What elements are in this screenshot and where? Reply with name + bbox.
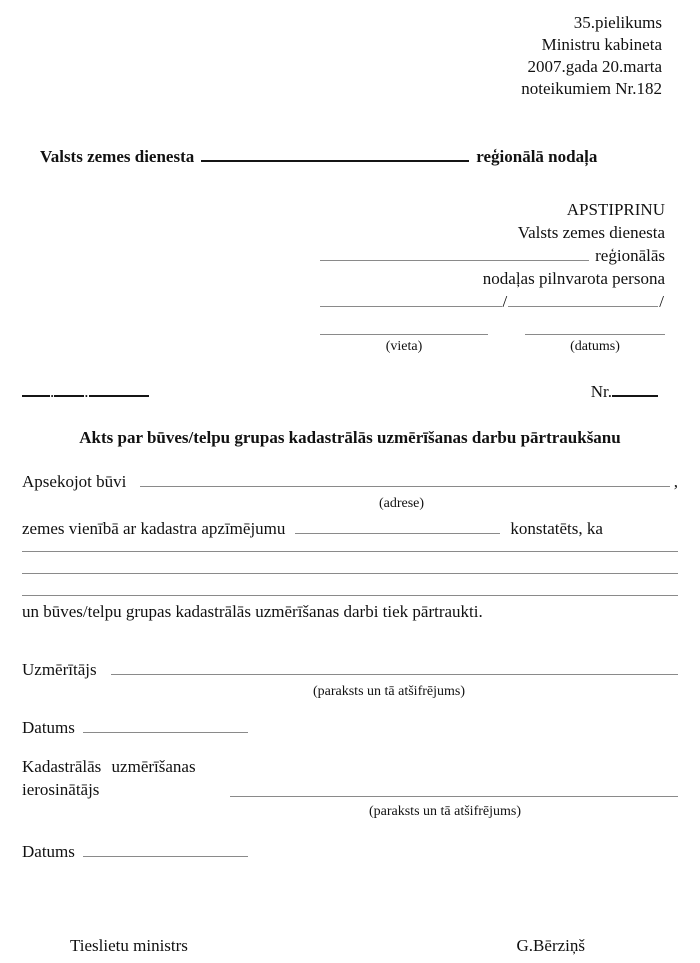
initiator-label: [22, 755, 230, 801]
approval-regional-blank[interactable]: [320, 249, 589, 261]
initiator-date-row: [22, 841, 678, 863]
date-column: [525, 327, 665, 355]
regional-office-header: [40, 146, 670, 168]
act-meta-row: [22, 381, 678, 403]
act-month-blank[interactable]: [54, 387, 84, 397]
approval-date-blank[interactable]: [525, 327, 665, 335]
initiator-signature-note: (paraksts un tā atšifrējums): [368, 804, 521, 819]
approval-block: [320, 198, 665, 355]
org-suffix-label: reģionālā nodaļa: [476, 147, 598, 166]
cadastre-suffix-label: konstatēts, ka: [510, 519, 603, 538]
slash-separator: /: [659, 292, 664, 311]
cadastre-row: [22, 518, 678, 540]
cadastre-number-blank[interactable]: [295, 522, 500, 534]
act-title: Akts par būves/telpu grupas kadastrālās uzmērīšanas darbu pārtraukšanu: [79, 428, 621, 447]
approval-regional-line: [320, 244, 665, 267]
surveyor-label: Uzmērītājs: [22, 660, 97, 679]
date-label: (datums): [570, 339, 620, 354]
place-blank[interactable]: [320, 327, 488, 335]
act-number-blank[interactable]: [612, 387, 658, 397]
act-year-blank[interactable]: [89, 387, 149, 397]
reference-line-3: 2007.gada 20.marta: [527, 57, 662, 76]
statement-line-1[interactable]: [22, 551, 678, 552]
cadastre-label: zemes vienībā ar kadastra apzīmējumu: [22, 519, 286, 538]
surveyor-signature-note: (paraksts un tā atšifrējums): [312, 684, 465, 699]
regulation-reference: [22, 0, 662, 100]
statement-line-3[interactable]: [22, 595, 678, 596]
approval-signature-blank[interactable]: [320, 295, 502, 307]
conclusion-text: un būves/telpu grupas kadastrālās uzmērīšanas darbi tiek pārtraukti.: [22, 602, 483, 621]
surveyor-date-row: [22, 717, 678, 739]
place-column: [320, 327, 488, 355]
approval-person-line: nodaļas pilnvarota persona: [482, 269, 665, 288]
slash-separator: /: [502, 292, 508, 311]
initiator-date-label: Datums: [22, 842, 75, 861]
place-date-row: [320, 327, 665, 355]
surveyor-date-label: Datums: [22, 718, 75, 737]
trailing-comma: ,: [673, 472, 678, 491]
org-name-blank[interactable]: [201, 150, 469, 162]
approval-regional-suffix: reģionālās: [595, 246, 665, 265]
place-label: (vieta): [385, 339, 423, 354]
statement-line-2[interactable]: [22, 573, 678, 574]
initiator-signature-blank[interactable]: [230, 785, 678, 797]
surveyor-row: [22, 659, 678, 681]
minister-name: G.Bērziņš: [516, 936, 585, 955]
approval-heading: APSTIPRINU: [566, 200, 665, 219]
org-prefix-label: Valsts zemes dienesta: [40, 147, 195, 166]
initiator-label-line-2: ierosinātājs: [22, 780, 100, 799]
approval-signature-row: [320, 290, 665, 313]
reference-line-1: 35.pielikums: [573, 13, 662, 32]
act-day-blank[interactable]: [22, 387, 50, 397]
surveyor-signature-blank[interactable]: [111, 663, 678, 675]
surveyor-date-blank[interactable]: [83, 721, 248, 733]
reference-line-2: Ministru kabineta: [541, 35, 662, 54]
date-dot: .: [84, 382, 89, 401]
document-footer: [22, 935, 678, 957]
survey-label: Apsekojot būvi: [22, 472, 127, 491]
act-date-blanks: [22, 381, 149, 403]
minister-title: Tieslietu ministrs: [70, 936, 188, 955]
address-label: (adrese): [378, 496, 425, 511]
approval-org-line: Valsts zemes dienesta: [517, 223, 665, 242]
act-number-label: Nr.: [590, 382, 612, 401]
reference-line-4: noteikumiem Nr.182: [521, 79, 662, 98]
initiator-date-blank[interactable]: [83, 845, 248, 857]
act-number: [591, 381, 658, 403]
initiator-label-line-1: Kadastrālās uzmērīšanas: [22, 757, 196, 776]
address-blank[interactable]: [140, 475, 669, 487]
survey-row: [22, 471, 678, 493]
approval-name-blank[interactable]: [508, 295, 658, 307]
initiator-row: [22, 755, 678, 801]
date-dot: .: [50, 382, 55, 401]
